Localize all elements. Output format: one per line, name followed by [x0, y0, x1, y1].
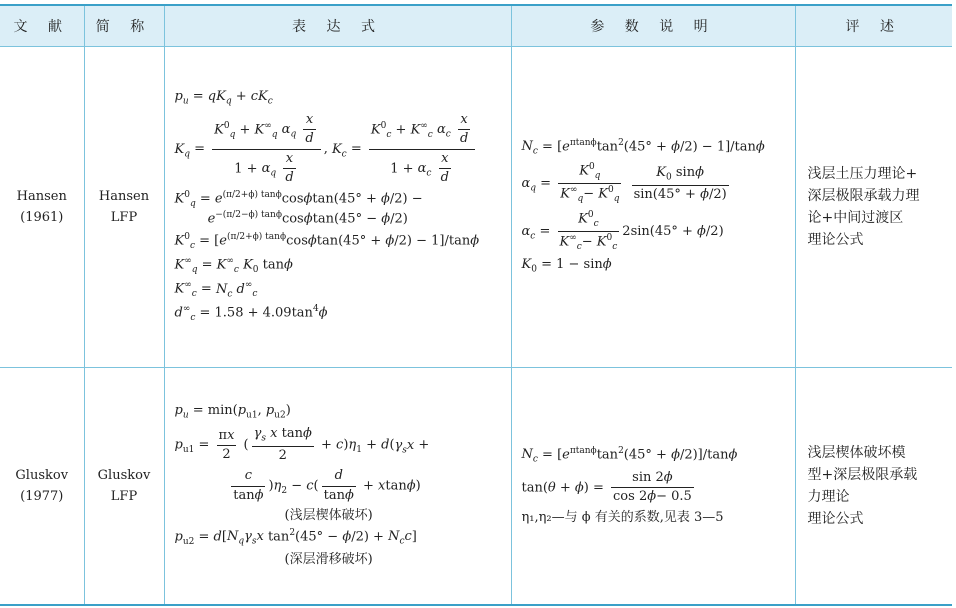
equation: $K_0 = 1 - \sin\phi$: [521, 257, 612, 275]
equation: $K_q$ = $K^0_q + K^\infty_q$ $\alpha_q$ $\frac{x}{d}$ $1 + \alpha_q$ $\frac{x}{d}$ , $K_c$ = $K^0_c + K^\infty_c$ $\alpha_c$ $\frac{x}{d}$ $1 + \alpha_c$ $\frac{x}{d}$: [175, 112, 511, 186]
comment-line: 浅层楔体破坏模: [807, 445, 906, 461]
equation: $p_u = \min(p_{u1}$, $p_{u2}$): [174, 403, 291, 422]
equation: tan(θ + ϕ) = $\frac{\sin 2\phi}{\cos 2\phi- 0.5}$: [521, 470, 692, 505]
params-cell: [511, 368, 795, 606]
equation: $p_{u1}$ = $\frac{\pi x}{2}$ ( $\frac{\gamma_s x \tan\phi}{2}$ + $c)\eta_1 + d(\gamma_sx$ +: [174, 426, 430, 464]
equation: $N_c = [e^{\pi tan\phi}\tan^2(45^\circ + \phi/2) - 1]/\tan\phi$: [521, 138, 765, 158]
abbr-line2: LFP: [110, 210, 138, 225]
abbr-cell: [84, 368, 164, 606]
comment-line: 论+中间过渡区: [807, 210, 904, 226]
header-comment: 评 述: [795, 5, 952, 47]
equation: $\alpha_c$ = $\frac{K^0_c}{K^\infty_c- K^0_c}$ 2sin(45° + ϕ/2): [521, 209, 724, 252]
equation: $\alpha_q$ = $\frac{K^0_q}{K^\infty_q- K^0_q}$ $\frac{K_0 \sin\phi}{\sin(45^\circ + \phi/2)}$: [521, 162, 727, 205]
eta-note: η₁,η₂—与 ϕ 有关的系数,见表 3—5: [521, 509, 724, 525]
equation: $d^\infty_c = 1.58 + 4.09\tan^4\phi$: [174, 304, 328, 324]
comment-line: 深层极限承载力理: [807, 188, 920, 204]
ref-year: (1977): [20, 489, 64, 504]
abbr-line1: Gluskov: [97, 468, 151, 483]
comment-line: 浅层土压力理论+: [807, 166, 918, 182]
comment-line: 理论公式: [807, 232, 864, 248]
equation: $p_u = qK_q + cK_c$: [174, 89, 273, 107]
abbr-line1: Hansen: [98, 189, 150, 204]
comment-line: 理论公式: [807, 511, 864, 527]
note-slide: (深层滑移破坏): [284, 552, 373, 568]
note-wedge: (浅层楔体破坏): [284, 507, 373, 523]
equation: $K^0_c = [e^{(\pi/2+\phi) tan\phi}\cos\phi\tan(45^\circ + \phi/2) - 1]/\tan\phi$: [174, 231, 480, 251]
header-expr: 表 达 式: [164, 5, 511, 47]
expression-cell: [164, 47, 511, 368]
comment-line: 力理论: [807, 489, 850, 505]
header-params: 参 数 说 明: [511, 5, 795, 47]
equation: $N_c = [e^{\pi tan\phi}\tan^2(45^\circ + \phi/2)]/\tan\phi$: [521, 446, 738, 465]
params-cell: [511, 47, 795, 368]
abbr-cell: [84, 47, 164, 368]
expression-cell: [164, 368, 511, 606]
equation: $p_{u2} = d[N_q\gamma_sx$ $\tan^2(45^\circ - \phi/2) + N_cc$]: [174, 528, 417, 548]
ref-cell: [0, 368, 84, 606]
comment-cell: [795, 47, 952, 368]
ref-name: Gluskov: [15, 468, 69, 483]
ref-cell: [0, 47, 84, 368]
header-ref: 文 献: [0, 5, 84, 47]
comment-cell: [795, 368, 952, 606]
ref-year: (1961): [20, 210, 64, 225]
header-abbr: 简 称: [84, 5, 164, 47]
table-row: [0, 368, 952, 606]
equation: $\frac{c}{\tan\phi}$ )$\eta_2 - c$( $\frac{d}{\tan\phi}$ + xtanϕ): [233, 468, 421, 503]
comment-line: 型+深层极限承载: [807, 467, 918, 483]
equation: $K^\infty_c = N_c$ $d^\infty_c$: [174, 280, 258, 300]
table-row: [0, 47, 952, 368]
ref-name: Hansen: [16, 189, 67, 204]
abbr-line2: LFP: [110, 489, 138, 504]
formula-table: [0, 4, 952, 606]
equation: $K^0_q = e^{(\pi/2+\phi) tan\phi}\cos\phi\tan(45^\circ + \phi/2)$ − $e^{-(\pi/2-\phi) tan\phi}\cos\phi\tan(45^\circ - \phi/2)$: [174, 190, 423, 227]
header-row: [0, 5, 952, 47]
equation: $K^\infty_q = K^\infty_c$ $K_0$ tanϕ: [174, 256, 293, 276]
